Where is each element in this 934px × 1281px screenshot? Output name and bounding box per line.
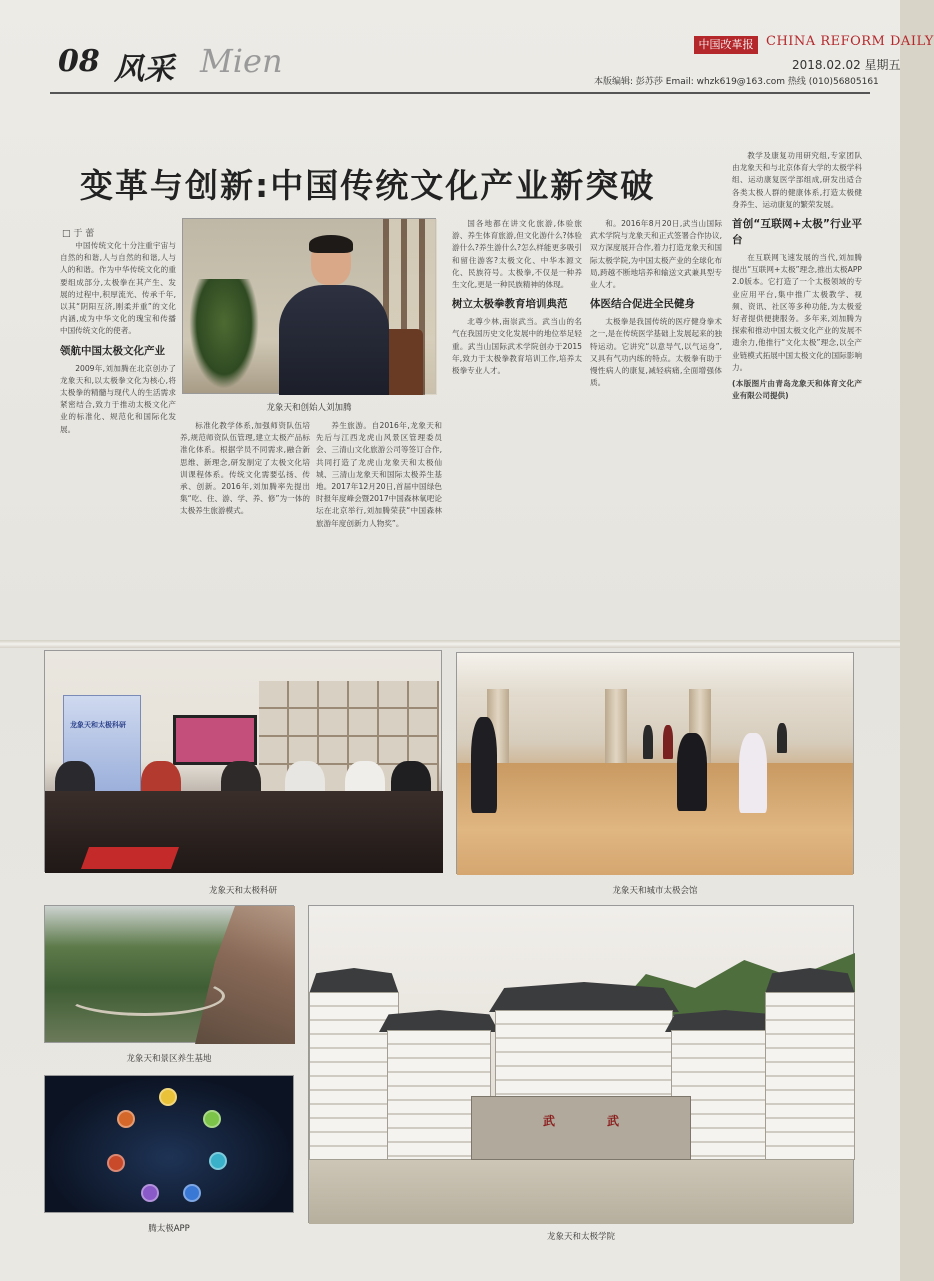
- scenic-base-photo: [44, 905, 294, 1043]
- article-paragraph: 中国传统文化十分注重宇宙与自然的和谐,人与自然的和谐,人与人的和谐。作为中华传统文化的重要组成部分,太极拳在其产生、发展的过程中,积厚流光、传承千年,以其“阴阳互济,刚柔并重”的文化内涵,成为中华文化的瑰宝和传播中国传统文化的使者。: [60, 241, 176, 336]
- research-meeting-photo: 龙象天和太极科研: [44, 650, 442, 872]
- article-paragraph: 养生旅游。自2016年,龙象天和先后与江西龙虎山风景区管理委员会、三清山文化旅游公司等签订合作,共同打造了龙虎山龙象天和太极仙城、三清山龙象天和国际太极养生基地。2017年12月20日,首届中国绿色时报年度峰会暨2017中国森林氧吧论坛在北京举行,刘加腾荣获“中国森林旅游年度创新力人物奖”。: [316, 421, 442, 528]
- article-paragraph: 国各地都在讲文化旅游,体验旅游、养生体育旅游,但文化游什么?体验游什么?养生游什么?怎么样能更多吸引和留住游客?太极文化、中华本源文化、民族符号。太极拳,不仅是一种养生文化,更是一种民族精神的体现。: [452, 219, 582, 290]
- photo-credit: (本版图片由青岛龙象天和体育文化产业有限公司提供): [732, 379, 862, 401]
- article-column-5: [590, 218, 722, 618]
- section-heading: 树立太极拳教育培训典范: [452, 298, 568, 311]
- article-column-6: [732, 150, 862, 626]
- brand-name: CHINA REFORM DAILY: [766, 34, 934, 49]
- masthead-rule: [50, 92, 870, 94]
- masthead: [50, 28, 934, 94]
- section-title-en: Mien: [200, 42, 283, 80]
- article-paragraph: 太极拳是我国传统的医疗健身拳术之一,是在传统医学基础上发展起来的独特运动。它讲究“以意导气,以气运身”,又具有气功内练的特点。太极拳有助于慢性病人的康复,减轻病痛,全面增强体质。: [590, 317, 722, 388]
- photo-caption: 龙象天和创始人刘加腾: [266, 403, 352, 413]
- byline: □ 于 蕾: [62, 229, 95, 239]
- tai-chi-hall-photo: [456, 652, 854, 874]
- section-heading: 体医结合促进全民健身: [590, 298, 695, 311]
- section-heading: 首创“互联网+太极”行业平台: [732, 218, 862, 247]
- section-title: 风采: [114, 52, 174, 87]
- gate-character-left: 武: [543, 1114, 556, 1128]
- article-paragraph: 在互联网飞速发展的当代,刘加腾提出“互联网+太极”理念,推出太极APP 2.0版本。它打造了一个太极领域的专业应用平台,集中推广太极教学、视频、资讯、社区等多种功能,为太极爱好者提供便捷服务。多年来,刘加腾为探索和推动中国太极文化产业的发展不遗余力,他推行“文化太极”理念,以全产业链模式拓展中国太极文化的国际影响力。: [732, 253, 862, 372]
- gate-character-right: 武: [607, 1114, 620, 1128]
- founder-portrait-photo: [182, 218, 436, 394]
- section-heading: 领航中国太极文化产业: [60, 344, 165, 357]
- article-paragraph: 标准化教学体系,加强师资队伍培养,规范师资队伍管理,建立太极产品标准化体系。根据学员不同需求,融合新思维、新理念,研发制定了太极文化培训课程体系。传统文化需要弘扬、传承、创新。2016年,刘加腾率先提出集“吃、住、游、学、养、修”为一体的太极养生旅游模式。: [180, 421, 310, 516]
- article-column-3: [316, 420, 442, 616]
- photo-caption: 龙象天和太极学院: [546, 1232, 615, 1242]
- photo-caption: 龙象天和城市太极会馆: [612, 886, 698, 896]
- page-fold: [0, 640, 900, 648]
- issue-date: 2018.02.02 星期五: [792, 58, 901, 72]
- editor-line: 本版编辑: 彭苏莎 Email: whzk619@163.com 热线 (010)56805161: [594, 77, 879, 87]
- headline: 变革与创新:中国传统文化产业新突破: [80, 166, 656, 205]
- photo-caption: 龙象天和太极科研: [208, 886, 277, 896]
- tai-chi-app-image: [44, 1075, 294, 1213]
- article-column-4: [452, 218, 582, 618]
- article-paragraph: 北尊少林,南崇武当。武当山的名气在我国历史文化发展中的地位举足轻重。武当山国际武术学院创办于2015年,致力于太极拳教育培训工作,培养太极拳专业人才。: [452, 317, 582, 376]
- tai-chi-academy-photo: [308, 905, 854, 1223]
- article-column-2: [180, 420, 310, 616]
- article-paragraph: 2009年,刘加腾在北京创办了龙象天和,以太极拳文化为核心,将太极拳的精髓与现代人的生活需求紧密结合,致力于推动太极文化产业的标准化、规范化和国际化发展。: [60, 363, 176, 434]
- photo-caption: 龙象天和景区养生基地: [126, 1054, 212, 1064]
- page-number: 08: [58, 44, 100, 79]
- article-column-1: [60, 240, 176, 610]
- article-paragraph: 和。2016年8月20日,武当山国际武术学院与龙象天和正式签署合作协议,双方深度展开合作,着力打造龙象天和国际太极学院,为中国太极产业的全球化布局,跨越不断地培养和输送文武兼具型专业人才。: [590, 219, 722, 290]
- article-paragraph: 教学及康复功用研究组,专家团队由龙象天和与北京体育大学的太极学科组、运动康复医学部组成,研发出适合各类太极人群的健康体系,打造太极健身养生、运动康复的繁荣发展。: [732, 151, 862, 209]
- brand-logo: 中国改革报: [694, 36, 758, 54]
- photo-caption: 腾太极APP: [148, 1224, 190, 1234]
